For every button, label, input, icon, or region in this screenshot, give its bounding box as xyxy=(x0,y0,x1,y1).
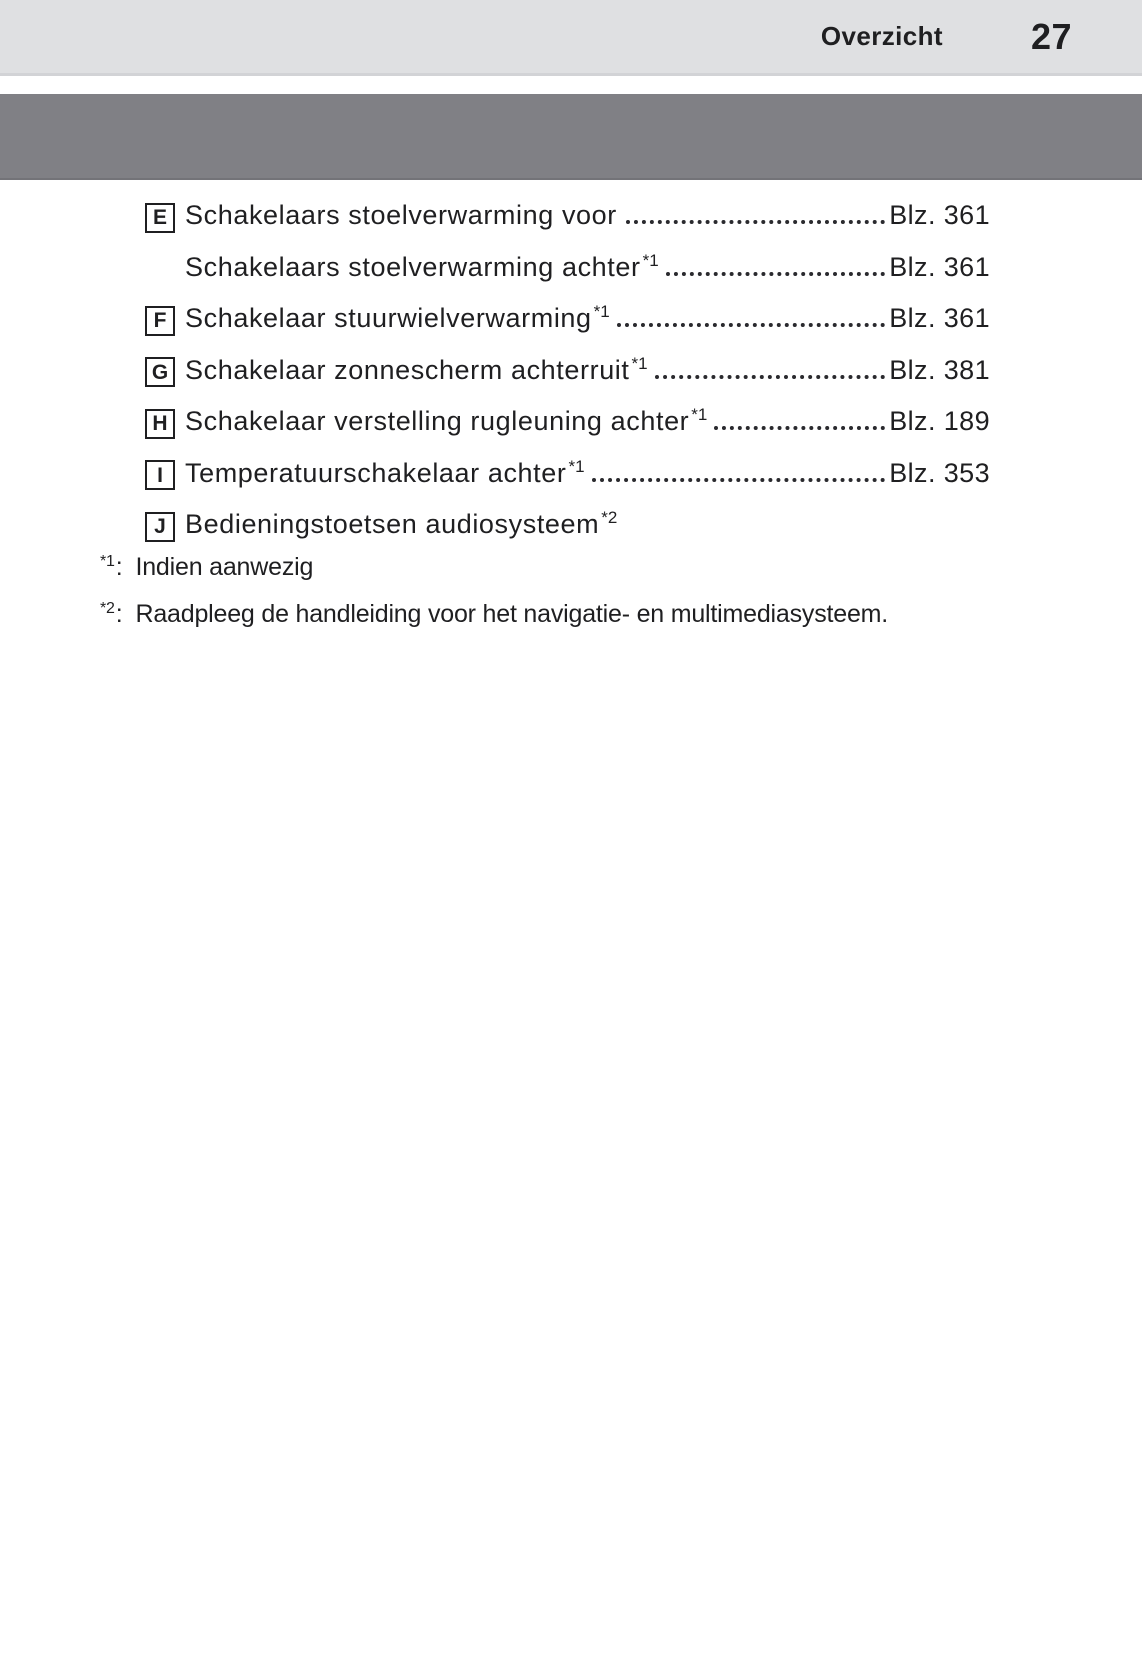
item-label: Schakelaars stoelverwarming voor xyxy=(185,200,617,230)
item-page-ref: Blz. 381 xyxy=(889,354,990,385)
footnote-text: Indien aanwezig xyxy=(135,553,314,581)
item-letter: J xyxy=(154,515,166,538)
section-title: Overzicht xyxy=(820,21,943,51)
item-page-ref: Blz. 189 xyxy=(889,406,990,436)
toc-row xyxy=(145,355,990,407)
item-letter: F xyxy=(153,309,167,332)
item-letter: G xyxy=(151,360,169,384)
item-footnote-ref: *2 xyxy=(601,508,618,527)
item-letter-box xyxy=(145,203,175,233)
footnote-colon: : xyxy=(115,600,123,628)
item-page-ref: Blz. 361 xyxy=(889,303,990,333)
item-letter-box xyxy=(145,460,175,490)
item-page-ref: Blz. 361 xyxy=(889,200,990,230)
item-footnote-ref: *1 xyxy=(593,302,610,321)
item-letter-box xyxy=(145,357,175,387)
item-label: Schakelaars stoelverwarming achter xyxy=(185,251,641,282)
item-letter: I xyxy=(157,463,163,487)
item-footnote-ref: *1 xyxy=(568,456,585,476)
item-label: Bedieningstoetsen audiosysteem xyxy=(185,509,600,539)
toc-row xyxy=(145,303,990,355)
leader-dots xyxy=(592,478,886,482)
item-letter: H xyxy=(152,412,168,435)
footnotes xyxy=(100,550,1040,644)
footnote-text: Raadpleeg de handleiding voor het navigatie- en multimediasysteem. xyxy=(135,600,889,628)
footnote xyxy=(100,597,1040,635)
item-footnote-ref: *1 xyxy=(691,405,708,424)
footnote-colon: : xyxy=(115,553,123,581)
item-footnote-ref: *1 xyxy=(642,250,659,270)
item-label: Schakelaar stuurwielverwarming xyxy=(185,303,592,333)
item-letter-box xyxy=(145,409,175,439)
footnote-marker: *2 xyxy=(100,600,115,617)
item-page-ref: Blz. 361 xyxy=(889,251,990,282)
item-letter: E xyxy=(152,206,167,229)
page-header xyxy=(0,0,1142,76)
item-letter-box xyxy=(145,306,175,336)
leader-dots xyxy=(655,375,886,379)
item-letter-box xyxy=(145,512,175,542)
page-number: 27 xyxy=(1030,15,1072,57)
toc-row xyxy=(145,200,990,252)
leader-dots xyxy=(617,323,886,327)
overview-image-band xyxy=(0,94,1142,180)
footnote xyxy=(100,550,1040,588)
item-footnote-ref: *1 xyxy=(631,353,648,373)
toc-row xyxy=(145,406,990,458)
leader-dots xyxy=(626,220,885,224)
toc-row xyxy=(145,252,990,304)
item-page-ref: Blz. 353 xyxy=(889,457,990,488)
item-label: Schakelaar zonnescherm achterruit xyxy=(185,354,630,385)
footnote-marker: *1 xyxy=(100,553,115,570)
leader-dots xyxy=(666,272,886,276)
item-label: Temperatuurschakelaar achter xyxy=(185,457,567,488)
overview-list xyxy=(145,200,990,561)
item-label: Schakelaar verstelling rugleuning achter xyxy=(185,406,690,436)
toc-row xyxy=(145,458,990,510)
leader-dots xyxy=(714,426,885,430)
